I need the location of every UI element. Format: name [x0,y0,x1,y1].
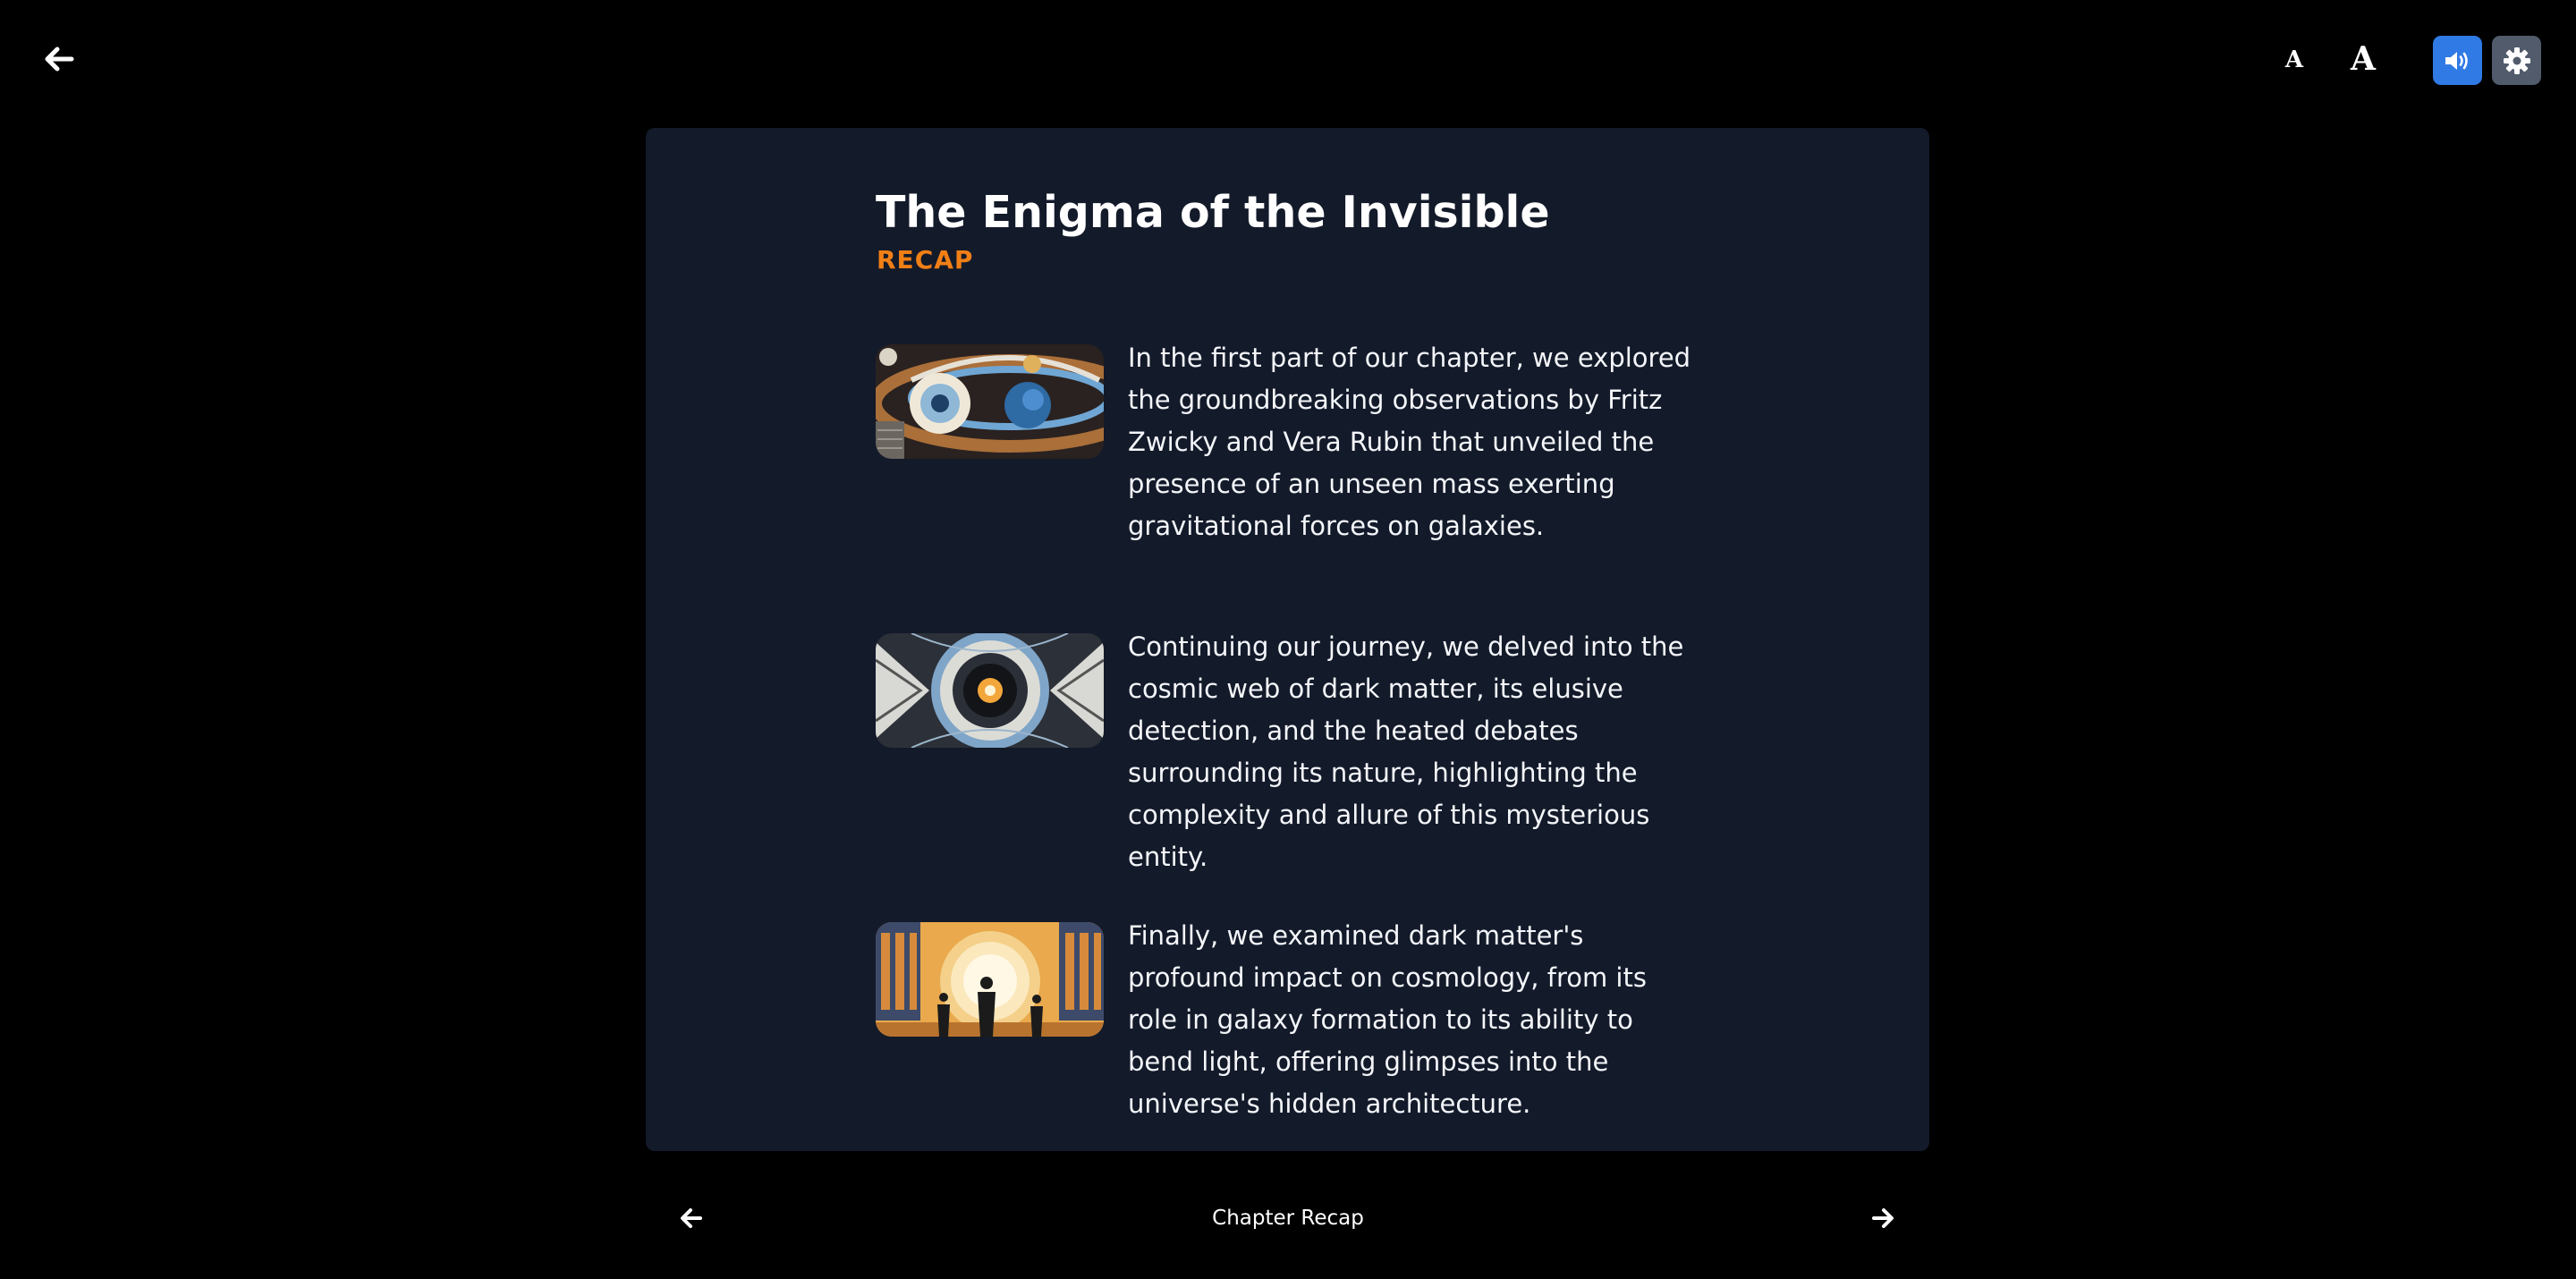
settings-button[interactable] [2492,36,2541,85]
next-page-button[interactable] [1862,1199,1903,1238]
recap-label: RECAP [877,245,974,275]
speaker-icon [2444,48,2472,73]
page-label: Chapter Recap [1212,1207,1364,1230]
back-button[interactable] [39,41,79,77]
recap-item [876,344,1699,550]
recap-item-text: Continuing our journey, we delved into the cosmic web of dark matter, its elusive detection, and the heated debates surrounding its nature, highlighting the complexity and allure of this mysterious entity. [1128,631,1684,872]
recap-item-text: Finally, we examined dark matter's profound impact on cosmology, from its role in galaxy formation to its ability to bend light, offering glimpses into the universe's hidden architecture. [1128,920,1647,1119]
font-size-decrease-button[interactable]: A [2284,47,2304,73]
font-size-increase-button[interactable]: A [2351,40,2376,78]
silhouettes-portal-image [876,922,1104,1037]
gear-icon [2503,47,2531,75]
audio-button[interactable] [2433,36,2482,85]
previous-page-button[interactable] [671,1199,712,1238]
arrow-left-icon [680,1207,703,1229]
arrow-right-icon [1871,1207,1894,1229]
recap-item [876,631,1699,872]
recap-item-text: In the first part of our chapter, we explored the groundbreaking observations by Fritz Zwicky and Vera Rubin that unveiled the presence of an unseen mass exerting gravitational forces on galaxies. [1128,343,1691,541]
recap-card [646,128,1929,1151]
arrow-left-icon [44,46,74,72]
planetary-orbits-image [876,344,1104,459]
cosmic-web-eye-image [876,633,1104,748]
chapter-title: The Enigma of the Invisible [876,187,1550,238]
recap-item [876,922,1699,1128]
